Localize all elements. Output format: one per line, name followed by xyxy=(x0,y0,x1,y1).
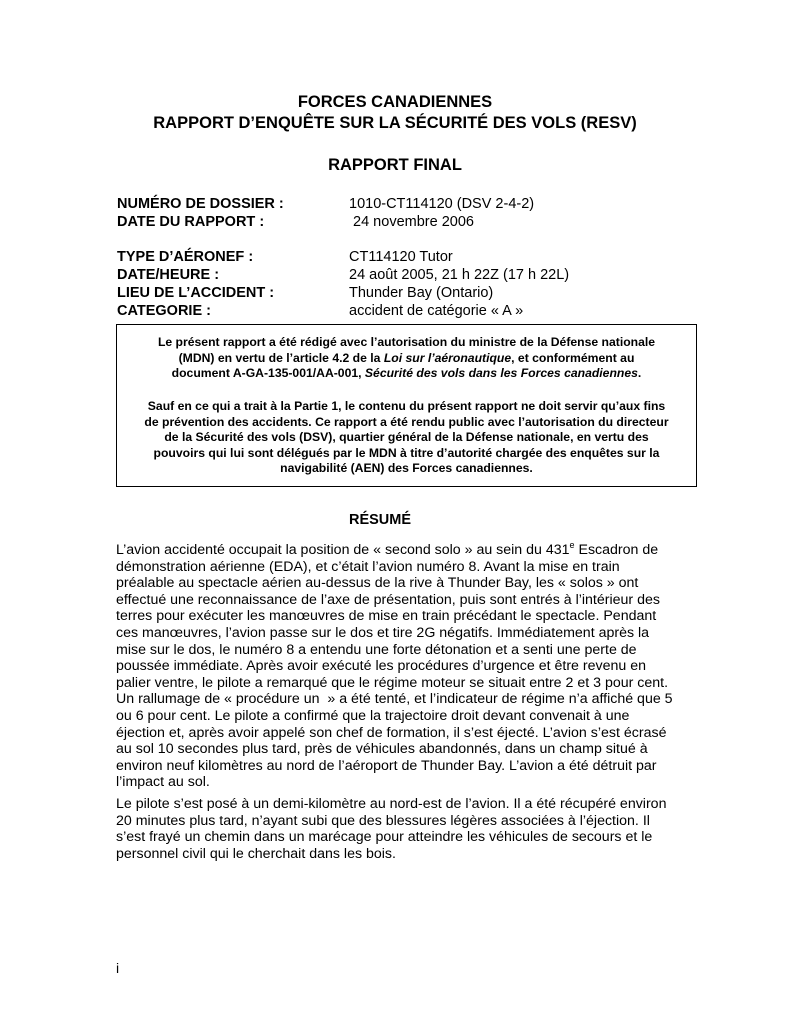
meta-value: 24 novembre 2006 xyxy=(349,214,474,230)
notice-line: pouvoirs qui lui sont délégués par le MDN à titre d’autorité chargée des enquêtes sur la xyxy=(153,445,660,460)
summary-line: mise sur le dos, le numéro 8 a entendu une forte détonation et a senti une perte de xyxy=(116,641,637,658)
page-number: i xyxy=(116,960,120,976)
summary-line: effectué une reconnaissance de l’axe de présentation, puis sont entrés à l’intérieur des xyxy=(116,591,660,608)
meta-value: Thunder Bay (Ontario) xyxy=(349,285,494,301)
notice-line: navigabilité (AEN) des Forces canadiennes. xyxy=(280,461,533,475)
notice-text: (MDN) en vertu de l’article 4.2 de la xyxy=(178,350,384,365)
meta-value: 1010-CT114120 (DSV 2-4-2) xyxy=(349,196,535,212)
meta-label: LIEU DE L’ACCIDENT : xyxy=(117,285,275,301)
report-identification xyxy=(117,195,534,231)
summary-line: Le pilote s’est posé à un demi-kilomètre au nord-est de l’avion. Il a été récupéré environ xyxy=(116,796,667,812)
summary-line xyxy=(116,542,682,559)
summary-line: préalable au spectacle aérien au-dessus de la rive à Thunder Bay, les « solos » ont xyxy=(116,575,639,592)
summary-line: démonstration aérienne (EDA), et c’était l’avion numéro 8. Avant la mise en train xyxy=(116,558,620,575)
summary-paragraph-1 xyxy=(116,542,682,791)
summary-line: au sol 10 secondes plus tard, près de véhicules abandonnés, dans un champ situé à xyxy=(116,741,648,758)
summary-text: L’avion accidenté occupait la position de « second solo » au sein du 431 xyxy=(116,542,570,558)
final-report-title: RAPPORT FINAL xyxy=(328,156,462,174)
usage-restriction-paragraph xyxy=(119,399,694,477)
notice-line xyxy=(123,351,690,367)
meta-row-file-number xyxy=(117,195,534,213)
meta-label: DATE/HEURE : xyxy=(117,267,220,283)
report-header xyxy=(100,92,690,134)
authorization-notice-box xyxy=(116,324,697,487)
meta-label: TYPE D’AÉRONEF : xyxy=(117,249,254,265)
summary-line: éjection et, après avoir appelé son chef de formation, il s’est éjecté. L’avion s’est écrasé xyxy=(116,724,667,741)
notice-line xyxy=(123,366,690,382)
meta-value: 24 août 2005, 21 h 22Z (17 h 22L) xyxy=(349,267,570,283)
summary-heading: RÉSUMÉ xyxy=(348,512,412,528)
notice-text: . xyxy=(637,366,642,380)
meta-row-location xyxy=(117,284,569,302)
accident-details xyxy=(117,248,569,320)
meta-label: CATEGORIE : xyxy=(117,303,211,319)
ordinal-superscript: e xyxy=(569,540,575,550)
meta-label: DATE DU RAPPORT : xyxy=(117,214,265,230)
summary-line: personnel civil qui le cherchait dans les bois. xyxy=(116,845,396,862)
summary-line: l’impact au sol. xyxy=(116,774,210,791)
summary-line: 20 minutes plus tard, n’ayant subi que des blessures légères associées à l’éjection. Il xyxy=(116,812,650,829)
act-title: Loi sur l’aéronautique xyxy=(383,350,512,365)
summary-line: ces manœuvres, l’avion passe sur le dos et tire 2G négatifs. Immédiatement après la xyxy=(116,624,650,641)
notice-text: document A-GA-135-001/AA-001, xyxy=(171,366,365,380)
document-title: Sécurité des vols dans les Forces canadiennes xyxy=(364,366,638,380)
notice-line: Sauf en ce qui a trait à la Partie 1, le contenu du présent rapport ne doit servir qu’aux fins xyxy=(147,399,666,413)
meta-row-aircraft-type xyxy=(117,248,569,266)
notice-line: de prévention des accidents. Ce rapport a été rendu public avec l’autorisation du directeur xyxy=(144,414,669,429)
meta-value: accident de catégorie « A » xyxy=(349,303,524,319)
summary-line: terres pour exécuter les manœuvres de mise en train précédant le spectacle. Pendant xyxy=(116,608,657,625)
summary-paragraph-2 xyxy=(116,796,682,862)
report-title: RAPPORT D’ENQUÊTE SUR LA SÉCURITÉ DES VOLS (RESV) xyxy=(153,114,637,132)
organization-title: FORCES CANADIENNES xyxy=(297,93,493,111)
summary-line: s’est frayé un chemin dans un marécage pour atteindre les véhicules de secours et le xyxy=(116,829,653,846)
summary-text: Escadron de xyxy=(574,542,659,558)
summary-line: Un rallumage de « procédure un » a été tenté, et l’indicateur de régime n’a affiché que 5 xyxy=(116,691,673,708)
meta-row-date-time xyxy=(117,266,569,284)
summary-line: palier ventre, le pilote a remarqué que le régime moteur se situait entre 2 et 3 pour cent. xyxy=(116,674,669,691)
summary-line: ou 6 pour cent. Le pilote a confirmé que la trajectoire droit devant convenait à une xyxy=(116,707,630,724)
meta-row-report-date xyxy=(117,213,534,231)
summary-line: environ neuf kilomètres au nord de l’aéroport de Thunder Bay. L’avion a été détruit par xyxy=(116,757,657,774)
meta-label: NUMÉRO DE DOSSIER : xyxy=(117,196,284,212)
authorization-paragraph xyxy=(123,335,690,382)
summary-line: poussée immédiate. Après avoir exécuté les procédures d’urgence et être revenu en xyxy=(116,658,646,675)
notice-line: Le présent rapport a été rédigé avec l’autorisation du ministre de la Défense nationale xyxy=(157,335,656,349)
notice-text: , et conformément au xyxy=(511,350,635,365)
meta-row-category xyxy=(117,302,569,320)
meta-value: CT114120 Tutor xyxy=(349,249,453,265)
notice-line: de la Sécurité des vols (DSV), quartier général de la Défense nationale, en vertu des xyxy=(164,430,649,444)
